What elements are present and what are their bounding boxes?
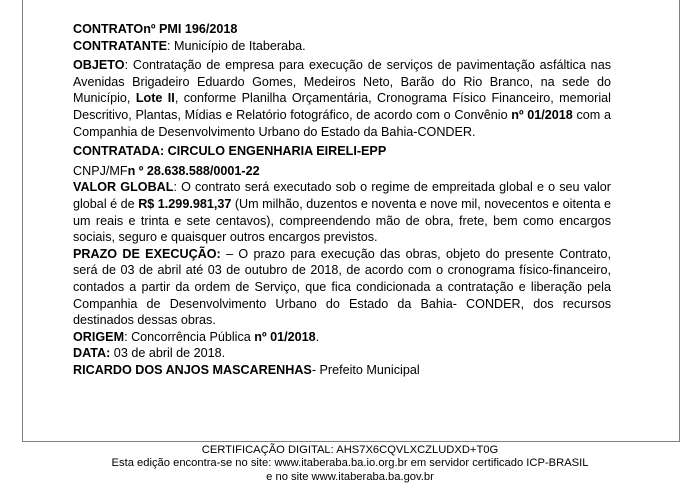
objeto-text-1: : Contratação de empresa para execução de serviços de pavimentação asfáltica nas Avenidas Brigadeiro Eduardo Gomes, Medeiros Neto, Barão do Rio Branco, na sede do Município,	[73, 58, 611, 106]
contratada-line	[73, 143, 611, 160]
site-line: e no site www.itaberaba.ba.gov.br	[266, 470, 434, 483]
valor-text-1: : O contrato será executado sob o regime de empreitada global e o seu valor global é de	[73, 180, 611, 211]
signer-role: - Prefeito Municipal	[311, 362, 420, 377]
origem-line	[73, 329, 611, 346]
origem-text: : Concorrência Pública	[124, 329, 255, 344]
edition-line: Esta edição encontra-se no site: www.itaberaba.ba.io.org.br em servidor certificado ICP-BRASIL	[111, 457, 589, 470]
certification-line: CERTIFICAÇÃO DIGITAL: AHS7X6CQVLXCZLUDXD+T0G	[201, 444, 499, 456]
objeto-convenio: nº 01/2018	[511, 107, 573, 122]
objeto-text-3: com a Companhia de Desenvolvimento Urbano do Estado da Bahia-CONDER.	[73, 107, 611, 139]
signer-line	[73, 362, 611, 379]
prazo-label: PRAZO DE EXECUÇÃO:	[73, 246, 221, 261]
cnpj-line	[73, 163, 611, 180]
valor-text-2: (Um milhão, duzentos e noventa e nove mil, novecentos e oitenta e um reais e trinta e sete centavos), compreendendo mão de obra, frete, bem como encargos sociais, seguro e quaisquer outros encargos previstos.	[73, 196, 611, 245]
contract-number: nº PMI 196/2018	[143, 22, 238, 36]
data-label: DATA:	[73, 346, 111, 361]
origem-label: ORIGEM	[73, 329, 125, 344]
cnpj-label: CNPJ/MF	[73, 163, 128, 178]
contratada-value: : CIRCULO ENGENHARIA EIRELI-EPP	[159, 144, 387, 159]
prazo-text: – O prazo para execução das obras, objeto do presente Contrato, será de 03 de abril até 03 de outubro de 2018, de acordo com o cronograma físico-financeiro, contados a partir da ordem de Serviço, que fica condicionada a contratação e liberação pela Companhia de Desenvolvimento Urbano do Estado da Bahia- CONDER, dos recursos destinados dessas obras.	[73, 246, 611, 328]
contratante-line	[73, 38, 611, 55]
contratante-value: : Município de Itaberaba.	[166, 38, 306, 53]
origem-end: .	[315, 329, 320, 344]
prazo-paragraph	[73, 246, 611, 329]
page-footer	[0, 444, 700, 484]
signer-name: RICARDO DOS ANJOS MASCARENHAS	[73, 362, 312, 377]
data-value: 03 de abril de 2018.	[110, 346, 226, 361]
valor-label: VALOR GLOBAL	[73, 180, 174, 195]
contratada-label: CONTRATADA	[73, 144, 160, 159]
objeto-lote: Lote II	[135, 91, 175, 106]
contract-extract	[73, 21, 611, 378]
objeto-text-2: , conforme Planilha Orçamentária, Cronograma Físico Financeiro, memorial Descritivo, Plantas, Mídias e Relatório fotográfico, de acordo com o Convênio	[73, 91, 611, 122]
valor-amount: R$ 1.299.981,37	[138, 196, 232, 211]
data-line	[73, 345, 611, 362]
contratante-label: CONTRATANTE	[73, 38, 167, 53]
objeto-label: OBJETO	[73, 58, 125, 73]
valor-paragraph	[73, 179, 611, 245]
objeto-paragraph	[73, 57, 611, 140]
cnpj-value: n º 28.638.588/0001-22	[127, 163, 260, 178]
contract-header	[73, 21, 611, 38]
contract-label: CONTRATO	[73, 22, 144, 36]
origem-number: nº 01/2018	[254, 329, 316, 344]
